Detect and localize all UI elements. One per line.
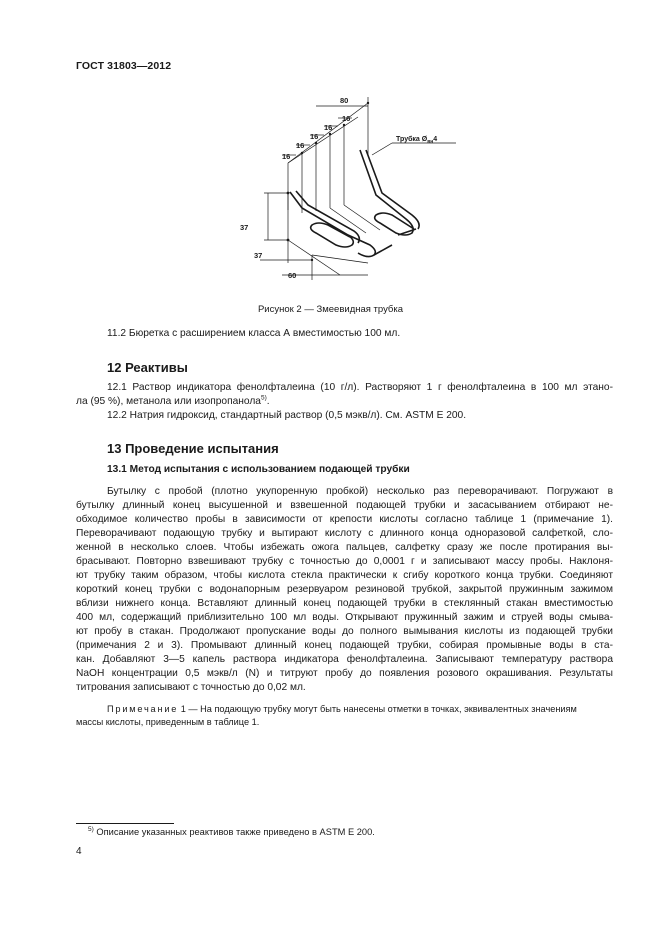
text-line: Переворачивают подающую трубку и вытирают кислоту с длинного конца одноразовой салфеткой, сло- xyxy=(76,528,613,539)
dim-80: 80 xyxy=(340,96,349,105)
figure-caption: Рисунок 2 — Змеевидная трубка xyxy=(257,304,404,315)
dim-60: 60 xyxy=(288,271,297,280)
dim-16-1: 16 xyxy=(282,152,291,161)
dim-16-3: 16 xyxy=(310,132,319,141)
dim-16-4: 16 xyxy=(324,123,333,132)
dim-16-2: 16 xyxy=(296,141,305,150)
text-line: кан. Добавляют 3—5 капель раствора индикатора фенолфталеина. Записывают температуру раствора xyxy=(76,654,613,665)
section-13-heading: 13 Проведение испытания xyxy=(107,441,279,456)
section-12-heading: 12 Реактивы xyxy=(107,360,188,375)
text-line: женной в несколько слоев. Чтобы избежать ожога пальцев, салфетку сразу же после протирания вы- xyxy=(76,542,613,553)
text-line: (примечания 2 и 3). Промывают длинный конец подающей трубки, собирая промывные воды в ста- xyxy=(76,640,613,651)
dimension-lines xyxy=(260,97,456,280)
text-line: вблизи нижнего конца. Вставляют длинный конец подающей трубки в стеклянный стакан вместимостью xyxy=(76,598,613,609)
dim-16-5: 16 xyxy=(342,114,351,123)
serpentine-tube-drawing xyxy=(220,95,460,290)
item-12-2: 12.2 Натрия гидроксид, стандартный раствор (0,5 мэкв/л). См. ASTM E 200. xyxy=(107,410,467,421)
text-line: бутылку длинный конец высушенной и взвешенной подающей трубки и засасыванием отбирают не- xyxy=(76,500,613,511)
text-line: титрования записывают с точностью до 0,02 мл. xyxy=(76,682,306,693)
note-1-line1: Примечание 1 — На подающую трубку могут быть нанесены отметки в точках, эквивалентных значениям xyxy=(107,704,577,714)
text-line: брасывают. Повторно взвешивают трубку с точностью до 0,0001 г и записывают массу пробы. Наклоня- xyxy=(76,556,613,567)
tube-diameter-label: Трубка $Ø_{вн}4$ xyxy=(396,136,438,145)
text-line: Бутылку с пробой (плотно укупоренную пробкой) несколько раз переворачивают. Погружают в xyxy=(107,486,613,497)
item-12-1-line1: 12.1 Раствор индикатора фенолфталеина (10 г/л). Растворяют 1 г фенолфталеина в 100 мл этано- xyxy=(107,382,613,393)
text-line: NaOH концентрации 0,5 мэкв/л (N) и титруют пробу до появления розового окрашивания. Результаты xyxy=(76,668,613,679)
footnote-divider xyxy=(76,823,174,824)
tube-outline xyxy=(290,150,419,257)
note-1-line2: массы кислоты, приведенным в таблице 1. xyxy=(76,717,260,727)
page-number: 4 xyxy=(76,846,82,857)
dim-37-vertical: 37 xyxy=(240,223,249,232)
document-header: ГОСТ 31803—2012 xyxy=(76,60,172,72)
text-line: короткий конец трубки с водонапорным резервуаром резиновой трубкой, закрытой пружинным зажимом xyxy=(76,584,613,595)
footnote: $^{5)}$ Описание указанных реактивов также приведено в ASTM E 200. xyxy=(88,825,375,837)
footnote-ref: 5) xyxy=(260,394,267,402)
subsection-13-1-heading: 13.1 Метод испытания с использованием подающей трубки xyxy=(107,464,410,475)
dim-37-horizontal: 37 xyxy=(254,251,263,260)
item-12-1-line2: ла (95 %), метанола или изопропанола$^{5)}$. xyxy=(76,394,270,407)
text-line: ют трубку таким образом, чтобы кислота стекла практически к сгибу короткого конца трубки. Соединяют xyxy=(76,570,613,581)
text-line: обходимое количество пробы в зависимости от крепости кислоты согласно таблице 1 (примечание 1). xyxy=(76,514,613,525)
text-line: ют пробу в стакан. Продолжают пропускание воды до полного вымывания кислоты из подающей трубки xyxy=(76,626,613,637)
text-line: 400 мл, содержащий приблизительно 100 мл воды. Открывают пружинный зажим и струей воды смыва- xyxy=(76,612,613,623)
item-11-2: 11.2 Бюретка с расширением класса А вместимостью 100 мл. xyxy=(107,328,401,339)
